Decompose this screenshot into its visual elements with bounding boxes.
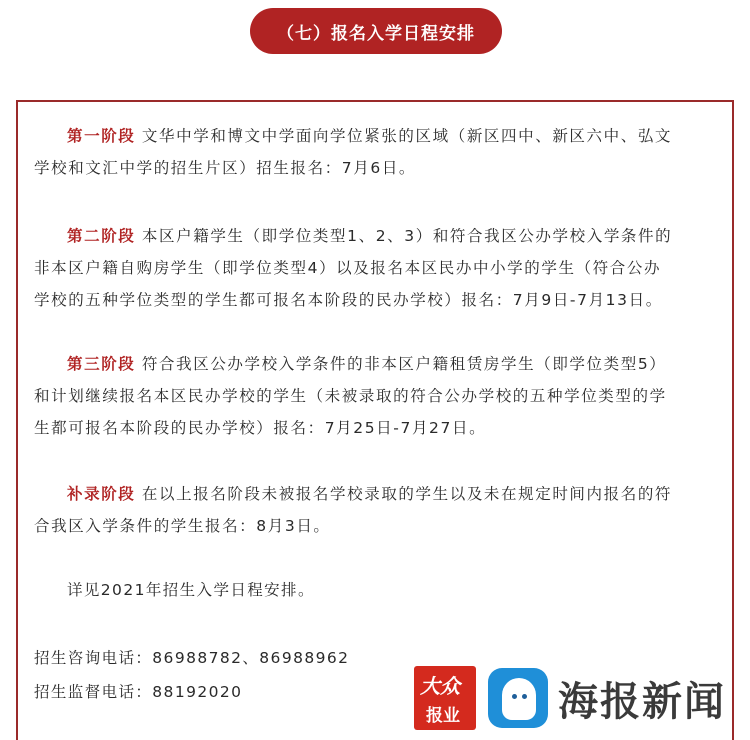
stage-3-label: 第三阶段 bbox=[67, 355, 136, 373]
section-title: （七）报名入学日程安排 bbox=[250, 8, 502, 54]
supplementary-line-1: 在以上报名阶段未被报名学校录取的学生以及未在规定时间内报名的符 bbox=[135, 485, 673, 503]
dazhong-logo bbox=[414, 666, 476, 730]
supervise-hotline: 招生监督电话：88192020 bbox=[34, 683, 243, 701]
dazhong-logo-bottom: 报业 bbox=[426, 706, 460, 726]
dazhong-logo-top: 大众 bbox=[420, 674, 460, 698]
stage-1-label: 第一阶段 bbox=[67, 127, 136, 145]
haibao-news-logo-text: 海报新闻 bbox=[558, 678, 726, 725]
consult-hotline: 招生咨询电话：86988782、86988962 bbox=[34, 649, 350, 667]
stage-3-paragraph bbox=[34, 348, 720, 444]
stage-2-line-2: 非本区户籍自购房学生（即学位类型4）以及报名本区民办中小学的学生（符合公办 bbox=[34, 259, 662, 277]
stage-2-label: 第二阶段 bbox=[67, 227, 136, 245]
supplementary-stage-label: 补录阶段 bbox=[67, 485, 136, 503]
stage-2-line-3: 学校的五种学位类型的学生都可报名本阶段的民办学校）报名：7月9日-7月13日。 bbox=[34, 291, 663, 309]
stage-1-paragraph bbox=[34, 120, 720, 184]
stage-2-paragraph bbox=[34, 220, 720, 316]
stage-3-line-3: 生都可报名本阶段的民办学校）报名：7月25日-7月27日。 bbox=[34, 419, 487, 437]
detail-note: 详见2021年招生入学日程安排。 bbox=[67, 581, 315, 599]
stage-1-line-1: 文华中学和博文中学面向学位紧张的区域（新区四中、新区六中、弘文 bbox=[135, 127, 673, 145]
supplementary-line-2: 合我区入学条件的学生报名：8月3日。 bbox=[34, 517, 331, 535]
haibao-app-icon bbox=[488, 668, 548, 728]
supplementary-stage-paragraph bbox=[34, 478, 720, 542]
stage-1-line-2: 学校和文汇中学的招生片区）招生报名：7月6日。 bbox=[34, 159, 417, 177]
watermark-brand bbox=[414, 666, 726, 730]
stage-3-line-2: 和计划继续报名本区民办学校的学生（未被录取的符合公办学校的五种学位类型的学 bbox=[34, 387, 667, 405]
stage-2-line-1: 本区户籍学生（即学位类型1、2、3）和符合我区公办学校入学条件的 bbox=[135, 227, 673, 245]
stage-3-line-1: 符合我区公办学校入学条件的非本区户籍租赁房学生（即学位类型5） bbox=[135, 355, 667, 373]
